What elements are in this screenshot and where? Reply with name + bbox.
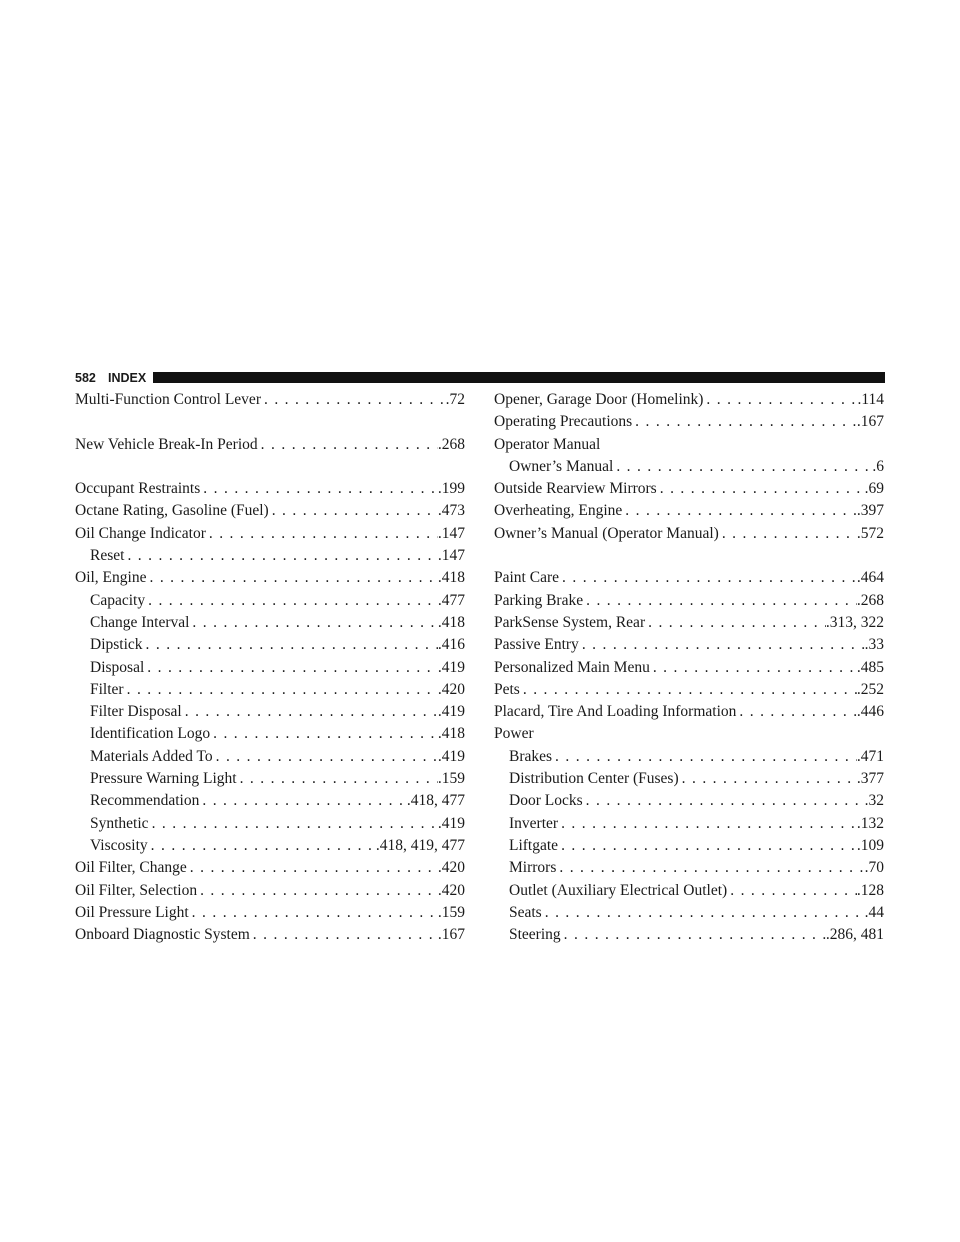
index-term: Outside Rearview Mirrors (494, 480, 657, 498)
page-reference: .6 (872, 457, 884, 475)
index-term: Operating Precautions (494, 413, 633, 431)
page-reference: .128 (856, 881, 884, 899)
dot-leader (182, 701, 438, 723)
page-reference: .268 (856, 591, 884, 609)
page-reference: .313, 322 (825, 613, 884, 631)
index-term: Operator Manual (494, 435, 601, 453)
dot-leader (561, 924, 826, 946)
index-entry (494, 434, 884, 456)
index-term: Identification Logo (90, 725, 211, 743)
page-reference: .420 (437, 881, 465, 899)
index-subentry (75, 790, 465, 812)
page-reference: .109 (856, 836, 884, 854)
index-term: Personalized Main Menu (494, 658, 650, 676)
page-header (75, 370, 885, 386)
index-term: Filter (90, 680, 124, 698)
page-reference: .286, 481 (825, 926, 884, 944)
index-subentry (494, 857, 884, 879)
index-entry (75, 434, 465, 456)
index-entry (494, 500, 884, 522)
index-term: Viscosity (90, 836, 148, 854)
page-reference: .419 (437, 747, 465, 765)
index-entry (75, 500, 465, 522)
page-reference: .44 (864, 903, 884, 921)
header-rule (153, 372, 885, 383)
page-reference: .464 (856, 569, 884, 587)
page-reference: .147 (437, 547, 465, 565)
dot-leader (583, 790, 865, 812)
page-reference: .418 (437, 725, 465, 743)
index-entry (75, 924, 465, 946)
index-entry (494, 657, 884, 679)
dot-leader (146, 567, 437, 589)
dot-leader (213, 746, 438, 768)
dot-leader (189, 612, 437, 634)
index-entry (75, 478, 465, 500)
index-entry (494, 523, 884, 545)
dot-leader (703, 389, 857, 411)
index-term: Oil Filter, Change (75, 859, 187, 877)
index-term: Door Locks (509, 792, 583, 810)
dot-leader (197, 880, 438, 902)
page-reference: .419 (437, 658, 465, 676)
index-subentry (75, 723, 465, 745)
index-term: Change Interval (90, 613, 190, 631)
index-entry (494, 723, 884, 745)
index-term: Steering (509, 926, 561, 944)
index-term: ParkSense System, Rear (494, 613, 646, 631)
index-term: Owner’s Manual (509, 457, 614, 475)
dot-leader (727, 880, 857, 902)
index-term: Dipstick (90, 636, 143, 654)
index-term: Octane Rating, Gasoline (Fuel) (75, 502, 269, 520)
page-reference: .418, 419, 477 (375, 836, 465, 854)
index-term: Opener, Garage Door (Homelink) (494, 391, 704, 408)
page-reference: .418 (437, 613, 465, 631)
page-reference: .159 (437, 770, 465, 788)
index-subentry (75, 813, 465, 835)
page-reference: .114 (857, 391, 884, 408)
index-term: Passive Entry (494, 636, 579, 654)
page-reference: .167 (856, 413, 884, 431)
page-reference: .419 (437, 703, 465, 721)
index-term: Reset (90, 547, 125, 565)
section-title: INDEX (108, 371, 147, 385)
page-reference: .419 (437, 814, 465, 832)
index-term: Overheating, Engine (494, 502, 623, 520)
page-reference: .473 (437, 502, 465, 520)
dot-leader (552, 746, 857, 768)
dot-leader (736, 701, 857, 723)
dot-leader (645, 612, 826, 634)
dot-leader (613, 456, 872, 478)
dot-leader (187, 857, 438, 879)
index-term: Materials Added To (90, 747, 213, 765)
index-subentry (75, 701, 465, 723)
page-reference: .268 (437, 435, 465, 453)
dot-leader (558, 835, 857, 857)
page-number: 582 (75, 371, 96, 385)
index-term: Mirrors (509, 859, 557, 877)
index-term: Onboard Diagnostic System (75, 926, 250, 944)
dot-leader (250, 924, 438, 946)
dot-leader (124, 679, 438, 701)
index-term: Parking Brake (494, 591, 584, 609)
dot-leader (210, 723, 438, 745)
index-subentry (75, 545, 465, 567)
index-subentry (494, 768, 884, 790)
index-term: Power (494, 725, 534, 743)
index-column-left (75, 389, 465, 946)
index-subentry (494, 456, 884, 478)
page-reference: .418 (437, 569, 465, 587)
dot-leader (145, 590, 438, 612)
index-term: Oil Pressure Light (75, 903, 189, 921)
index-subentry (75, 634, 465, 656)
index-term: Oil, Engine (75, 569, 147, 587)
index-entry (494, 612, 884, 634)
page-reference: .147 (437, 524, 465, 542)
page-reference: .485 (856, 658, 884, 676)
dot-leader (258, 434, 438, 456)
page-reference: .572 (856, 524, 884, 542)
dot-leader (622, 500, 857, 522)
page-reference: .70 (864, 859, 884, 877)
dot-leader (149, 813, 438, 835)
dot-leader (542, 902, 865, 924)
index-term: Placard, Tire And Loading Information (494, 703, 737, 721)
page-reference: .420 (437, 680, 465, 698)
page-reference: .416 (437, 636, 465, 654)
dot-leader (632, 411, 857, 433)
dot-leader (679, 768, 857, 790)
index-entry (494, 701, 884, 723)
dot-leader (650, 657, 857, 679)
page-reference: .420 (437, 859, 465, 877)
index-entry (75, 389, 465, 411)
index-term: Pets (494, 680, 520, 698)
index-term: Owner’s Manual (Operator Manual) (494, 524, 719, 542)
index-term: Inverter (509, 814, 559, 832)
dot-leader (559, 567, 857, 589)
index-term: Synthetic (90, 814, 149, 832)
index-term: Disposal (90, 658, 145, 676)
dot-leader (148, 835, 376, 857)
page-reference: .418, 477 (406, 792, 465, 810)
index-entry (494, 389, 884, 411)
page-reference: .377 (856, 770, 884, 788)
page-reference: .199 (437, 480, 465, 498)
page-reference: .471 (856, 747, 884, 765)
dot-leader (657, 478, 865, 500)
index-subentry (494, 813, 884, 835)
index-subentry (75, 746, 465, 768)
dot-leader (269, 500, 438, 522)
dot-leader (558, 813, 857, 835)
dot-leader (206, 523, 438, 545)
page-reference: .69 (864, 480, 884, 498)
index-subentry (75, 590, 465, 612)
index-subentry (75, 679, 465, 701)
index-subentry (494, 880, 884, 902)
dot-leader (261, 389, 446, 411)
index-term: Seats (509, 903, 542, 921)
page-reference: .33 (864, 636, 884, 654)
index-term: Capacity (90, 591, 146, 609)
index-entry (75, 902, 465, 924)
dot-leader (719, 523, 857, 545)
index-subentry (494, 902, 884, 924)
index-term: Recommendation (90, 792, 200, 810)
index-term: Distribution Center (Fuses) (509, 770, 679, 788)
index-entry (494, 478, 884, 500)
dot-leader (124, 545, 437, 567)
page-reference: .72 (445, 391, 465, 408)
index-term: Pressure Warning Light (90, 770, 237, 788)
index-entry (75, 857, 465, 879)
index-entry (494, 590, 884, 612)
index-subentry (494, 924, 884, 946)
index-term: Brakes (509, 747, 553, 765)
dot-leader (200, 478, 438, 500)
index-entry (494, 411, 884, 433)
index-subentry (494, 746, 884, 768)
page-reference: .159 (437, 903, 465, 921)
index-column-right (494, 389, 884, 946)
dot-leader (199, 790, 407, 812)
index-term: Filter Disposal (90, 703, 182, 721)
index-term: New Vehicle Break-In Period (75, 435, 258, 453)
page-reference: .32 (864, 792, 884, 810)
index-entry (494, 634, 884, 656)
index-term: Oil Change Indicator (75, 524, 206, 542)
index-subentry (75, 612, 465, 634)
index-entry (494, 679, 884, 701)
dot-leader (579, 634, 865, 656)
index-entry (494, 567, 884, 589)
dot-leader (189, 902, 438, 924)
page-reference: .397 (856, 502, 884, 520)
dot-leader (583, 590, 857, 612)
index-entry (75, 567, 465, 589)
index-term: Liftgate (509, 836, 559, 854)
page-reference: .252 (856, 680, 884, 698)
index-term: Oil Filter, Selection (75, 881, 198, 899)
page-reference: .477 (437, 591, 465, 609)
page-reference: .167 (437, 926, 465, 944)
index-term: Multi-Function Control Lever (75, 391, 261, 408)
dot-leader (143, 634, 438, 656)
index-subentry (75, 835, 465, 857)
index-term: Outlet (Auxiliary Electrical Outlet) (509, 881, 728, 899)
dot-leader (556, 857, 864, 879)
index-subentry (75, 657, 465, 679)
index-subentry (494, 790, 884, 812)
index-entry (75, 523, 465, 545)
dot-leader (520, 679, 857, 701)
dot-leader (237, 768, 438, 790)
page-reference: .446 (856, 703, 884, 721)
dot-leader (144, 657, 438, 679)
index-entry (75, 880, 465, 902)
index-term: Paint Care (494, 569, 559, 587)
index-term: Occupant Restraints (75, 480, 201, 498)
index-subentry (494, 835, 884, 857)
index-subentry (75, 768, 465, 790)
page-reference: .132 (856, 814, 884, 832)
